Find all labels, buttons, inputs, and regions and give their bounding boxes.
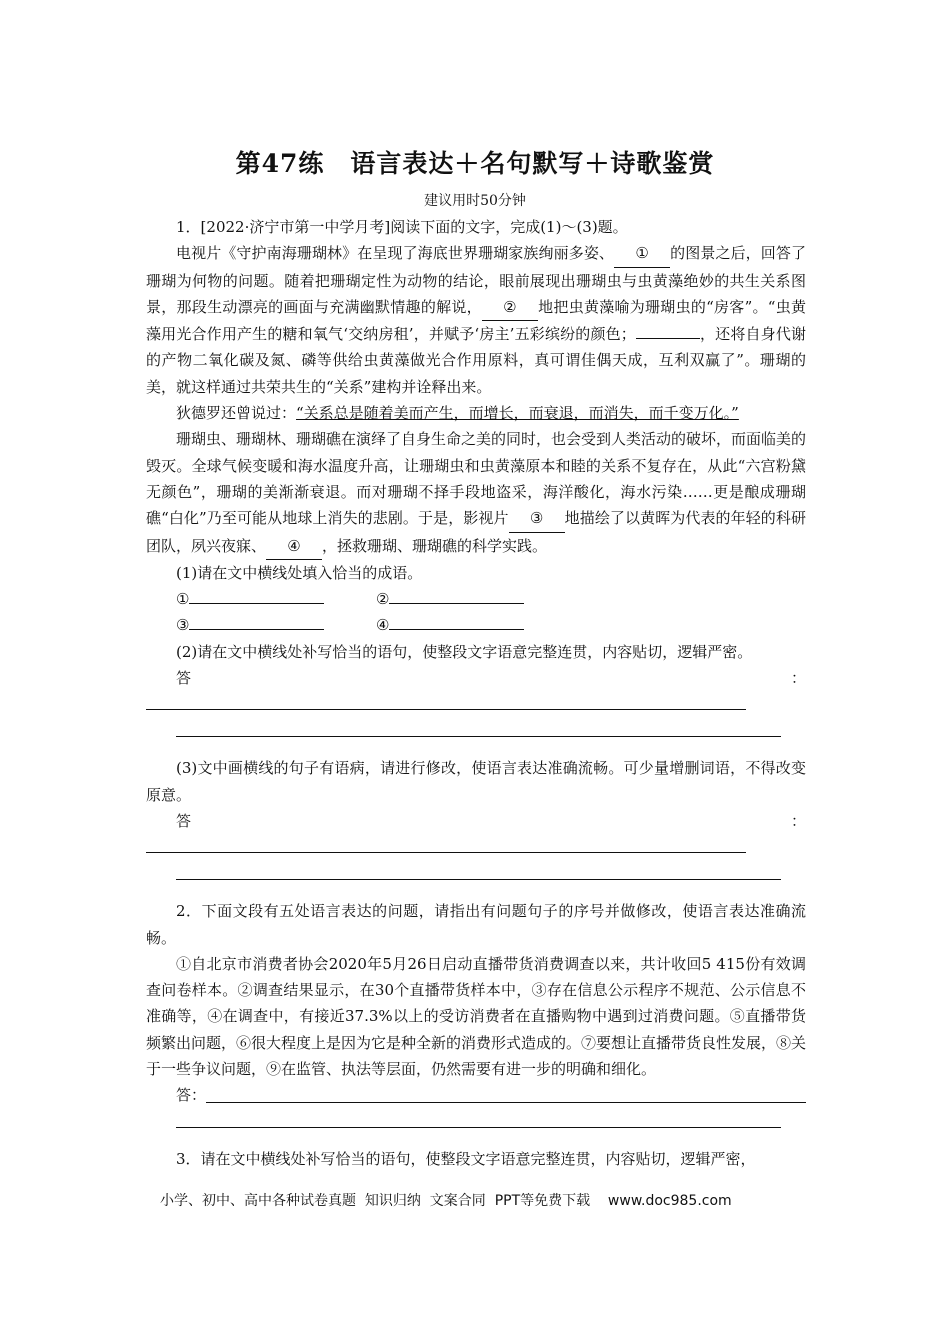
answer-line[interactable]	[146, 834, 746, 853]
q2-stem: 2．下面文段有五处语言表达的问题，请指出有问题句子的序号并做修改，使语言表达准确流畅。	[146, 902, 806, 947]
blank-1: ①	[614, 240, 670, 267]
answer-label-row: 答 ：	[176, 669, 806, 688]
blank-4: ④	[266, 533, 322, 560]
answer-line[interactable]	[206, 1084, 806, 1103]
footer-banner: 小学、初中、高中各种试卷真题 知识归纳 文案合同 PPT等免费下载 www.doc985.com	[160, 1193, 732, 1209]
q1-sub-question-1: (1)请在文中横线处填入恰当的成语。	[176, 563, 423, 582]
q2-text: ①自北京市消费者协会2020年5月26日启动直播带货消费调查以来，共计收回5 415份有效调查问卷样本。②调查结果显示，在30个直播带货样本中，③存在信息公示程序不规范、公示信息不准确等，④在调查中，有接近37.3%以上的受访消费者在直播购物中遇到过消费问题。⑤直播带货频繁出问题，⑥很大程度上是因为它是种全新的消费形式造成的。⑦要想让直播带货良性发展，⑧关于一些争议问题，⑨在监管、执法等层面，仍然需要有进一步的明确和细化。	[146, 954, 807, 1079]
page-title: 第47练 语言表达＋名句默写＋诗歌鉴赏	[235, 149, 715, 178]
answer-line[interactable]	[176, 1109, 781, 1128]
blank-sentence-1	[636, 338, 700, 339]
q1-paragraph-3: 珊瑚虫、珊瑚林、珊瑚礁在演绎了自身生命之美的同时，也会受到人类活动的破坏，而面临美的毁灭。全球气候变暖和海水温度升高，让珊瑚虫和虫黄藻原本和睦的关系不复存在，从此“六宫粉黛无颜色”，珊瑚的美渐渐衰退。而对珊瑚不择手段地盗采，海洋酸化，海水污染……更是酿成珊瑚礁“白化”乃至可能从地球上消失的悲剧。于是，影视片 ③ 地描绘了以黄晖为代表的年轻的科研团队，夙兴夜寐、 ④ ，拯救珊瑚、珊瑚礁的科学实践。	[146, 426, 806, 559]
document-body	[146, 214, 806, 1172]
fill-row-1	[146, 586, 806, 612]
q1-paragraph-1: 电视片《守护南海珊瑚林》在呈现了海底世界珊瑚家族绚丽多姿、 ① 的图景之后，回答了珊瑚为何物的问题。随着把珊瑚定性为动物的结论，眼前展现出珊瑚虫与虫黄藻绝妙的共生关系图景，那段生动漂亮的画面与充满幽默情趣的解说， ② 地把虫黄藻喻为珊瑚虫的“房客”。“虫黄藻用光合作用产生的糖和氧气‘交纳房租’，并赋予‘房主’五彩缤纷的颜色； ，还将自身代谢的产物二氧化碳及氮、磷等供给虫黄藻做光合作用原料，真可谓佳偶天成，互利双赢了”。珊瑚的美，就这样通过共荣共生的“关系”建构并诠释出来。	[146, 240, 806, 400]
answer-label-row: 答 ：	[176, 811, 806, 830]
fill-item-2[interactable]: ②	[376, 586, 576, 612]
suggested-time: 建议用时50分钟	[424, 193, 526, 209]
answer-line[interactable]	[176, 718, 781, 737]
answer-line[interactable]	[176, 861, 781, 880]
fill-row-2	[146, 612, 806, 638]
q3-stem: 3．请在文中横线处补写恰当的语句，使整段文字语意完整连贯，内容贴切，逻辑严密，	[176, 1149, 756, 1168]
q1-sub-question-3: (3)文中画横线的句子有语病，请进行修改，使语言表达准确流畅。可少量增删词语，不得改变原意。	[146, 759, 806, 804]
answer-line[interactable]	[146, 691, 746, 710]
fill-item-1[interactable]: ①	[176, 586, 376, 612]
q2-answer-row: 答：	[146, 1082, 806, 1108]
underlined-sentence: “关系总是随着美而产生，而增长，而衰退，而消失，而千变万化。”	[296, 404, 739, 423]
q1-sub-question-2: (2)请在文中横线处补写恰当的语句，使整段文字语意完整连贯，内容贴切，逻辑严密。	[176, 642, 753, 661]
blank-3: ③	[509, 505, 565, 532]
fill-item-3[interactable]: ③	[176, 612, 376, 638]
q1-paragraph-2: 狄德罗还曾说过：“关系总是随着美而产生，而增长，而衰退，而消失，而千变万化。”	[176, 404, 739, 423]
blank-2: ②	[482, 294, 538, 321]
fill-item-4[interactable]: ④	[376, 612, 576, 638]
q1-stem: 1．[2022·济宁市第一中学月考]阅读下面的文字，完成(1)～(3)题。	[176, 218, 628, 236]
